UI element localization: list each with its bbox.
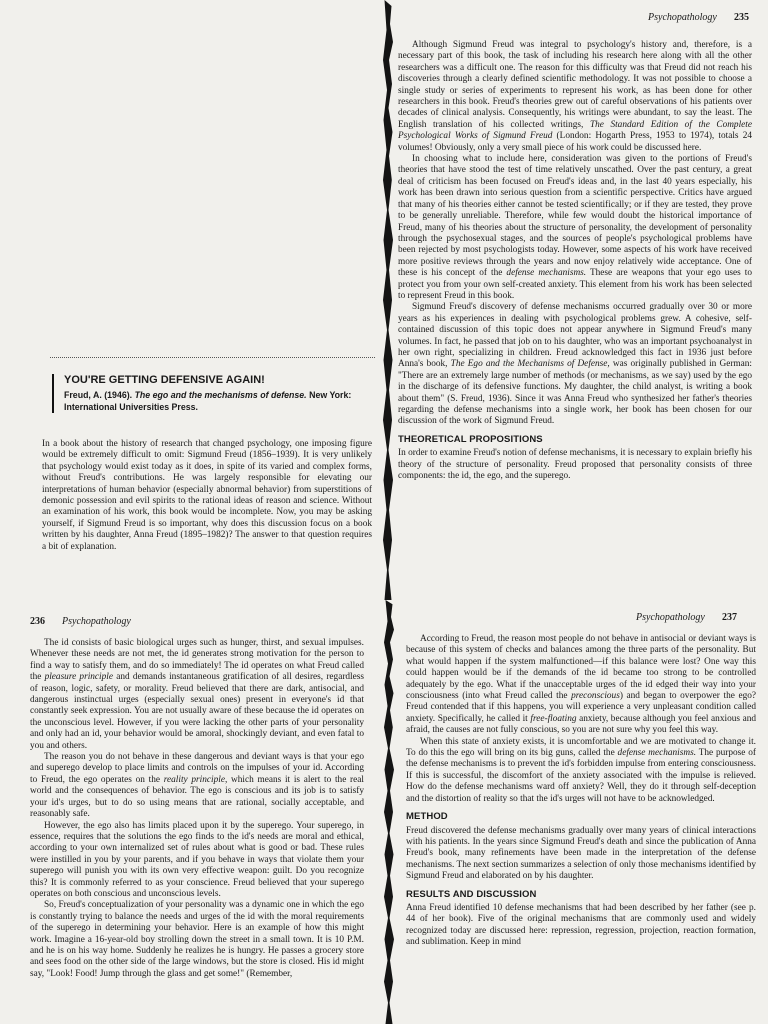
- paragraph: Anna Freud identified 10 defense mechanisms that had been described by her father (see p. 44 of her book). Five of the original mechanisms that are commonly used and widely recognized today are discussed here: repression, regression, projection, reaction formation, and sublimation. Keep in mind: [406, 902, 756, 948]
- paragraph: So, Freud's conceptualization of your personality was a dynamic one in which the ego is constantly trying to balance the needs and urges of the id with the moral requirements of the superego in determining your behavior. Here is an example of how this might work. Imagine a 16-year-old boy strolling down the street in a small town. It is 10 P.M. and he is on his way home. Suddenly he realizes he is hungry. He passes a grocery store and sees food on the other side of the large windows, but the store is closed. His id might say, "Look! Food! Jump through the glass and get some!" (Remember,: [30, 900, 364, 979]
- running-head: Psychopathology: [636, 612, 705, 623]
- book-binding-shadow: [383, 0, 393, 600]
- paragraph: In order to examine Freud's notion of defense mechanisms, it is necessary to explain briefly his theory of the structure of personality. Freud proposed that personality consists of three components: the id, the ego, and the superego.: [398, 448, 752, 482]
- page-236: [0, 600, 384, 1024]
- intro-column: [42, 439, 372, 553]
- running-head: Psychopathology: [62, 616, 131, 627]
- paragraph: According to Freud, the reason most people do not behave in antisocial or deviant ways is because of this system of checks and balances among the three parts of the personality. But what would happen if the system malfunctioned—if this balance were lost? One way this could happen would be if the demands of the id became too strong to be controlled adequately by the ego. What if the unacceptable urges of the id edged their way into your consciousness (into what Freud called the preconscious) and began to overpower the ego? Freud contended that if this happens, you will experience a very unpleasant condition called anxiety. Specifically, he called it free-floating anxiety, because although you feel anxious and afraid, the causes are not fully conscious, so you are not sure why you feel this way.: [406, 634, 757, 736]
- running-head: Psychopathology: [648, 12, 717, 23]
- paragraph: Sigmund Freud's discovery of defense mechanisms occurred gradually over 30 or more years as his experiences in dealing with psychological problems grew. A cohesive, self-contained discussion of this topic does not appear anywhere in Sigmund Freud's many volumes. In fact, he passed that job on to his daughter, who was an important psychoanalyst in her own right, specializing in children. Freud acknowledged this fact in 1936 just before Anna's book, The Ego and the Mechanisms of Defense, was originally published in German: "There are an extremely large number of methods (or mechanisms, as we say) used by the ego in the discharge of its defensive functions. My daughter, the child analyst, is writing a book about them" (S. Freud, 1936). Since it was Anna Freud who synthesized her father's theories regarding the defense mechanisms into a single work, her book has been chosen for our discussion of the work of Sigmund Freud.: [398, 302, 753, 427]
- citation-publisher: New York: International Universities Press.: [64, 390, 352, 412]
- paragraph: Freud discovered the defense mechanisms gradually over many years of clinical interactions with his patients. In the years since Sigmund Freud's death and since the publication of Anna Freud's book, many refinements have been made in the interpretation of the defense mechanisms. The next section summarizes a selection of only those mechanisms identified by Sigmund Freud and elaborated on by his daughter.: [406, 825, 756, 882]
- citation-author: Freud, A. (1946).: [64, 390, 135, 400]
- section-heading-results: RESULTS AND DISCUSSION: [406, 888, 537, 900]
- citation-title: The ego and the mechanisms of defense.: [134, 390, 307, 400]
- paragraph: However, the ego also has limits placed upon it by the superego. Your superego, in essence, requires that the solutions the ego finds to the id's needs are moral and ethical, according to your own internalized set of rules about what is good or bad. These rules were instilled in you by your parents, and if you behave in ways that violate them your superego will punish you with its own very effective weapon: guilt. Do you recognize this? It is commonly referred to as your conscience. Freud believed that your superego operates on both conscious and unconscious levels.: [30, 820, 364, 899]
- body-column: [30, 638, 364, 980]
- section-heading-theoretical: THEORETICAL PROPOSITIONS: [398, 433, 543, 445]
- body-column: [406, 634, 756, 949]
- chapter-citation: [64, 390, 374, 413]
- page-237: [384, 600, 768, 1024]
- page-number: 236: [30, 616, 45, 627]
- book-binding-shadow: [384, 600, 394, 1024]
- paragraph: The id consists of basic biological urges such as hunger, thirst, and sexual impulses. Whenever these needs are not met, the id generates strong motivation for the person to find a way to satisfy them, and do so immediately! The id operates on what Freud called the pleasure principle and demands instantaneous gratification of all desires, regardless of reason, logic, safety, or morality. Freud believed that there are dark, antisocial, and dangerous instinctual urges (especially sexual ones) present in everyone's id that constantly seek expression. You are not usually aware of these because the id operates on the unconscious level. However, if you were lacking the other parts of your personality and only had an id, your behavior would be amoral, shockingly deviant, and even fatal to you and others.: [30, 638, 365, 751]
- paragraph: The reason you do not behave in these dangerous and deviant ways is that your ego and superego develop to place limits and controls on the impulses of your id. According to Freud, the ego operates on the reality principle, which means it is alert to the real world and the consequences of behavior. The ego is conscious and its job is to satisfy your id's urges, but to do so using means that are rational, socially acceptable, and reasonably safe.: [30, 752, 364, 820]
- chapter-title-box: [52, 374, 374, 413]
- page-number: 237: [722, 612, 737, 623]
- intro-paragraph: In a book about the history of research that changed psychology, one imposing figure would be extremely difficult to omit: Sigmund Freud (1856–1939). It is very unlikely that psychology would exist today as it does, in spite of its varied and complex forms, without Freud's contributions. He was largely responsible for elevating our interpretations of human behavior (especially abnormal behavior) from superstitions of demonic possession and evil spirits to the rational ideas of reason and science. Without an examination of his work, this book would be incomplete. Now, you may be asking yourself, if Sigmund Freud is so important, why does this discussion focus on a book written by his daughter, Anna Freud (1895–1982)? The answer to that question requires a bit of explanation.: [42, 439, 372, 552]
- chapter-title: YOU'RE GETTING DEFENSIVE AGAIN!: [64, 374, 265, 386]
- paragraph: Although Sigmund Freud was integral to psychology's history and, therefore, is a necessary part of this book, the task of including his research here along with all the other researchers was a difficult one. The reason for this difficulty was that Freud did not reach his discoveries through a clearly defined scientific methodology. It was not possible to choose a single study or series of experiments to represent his work, as has been done for other researchers in this book. Freud's theories grew out of careful observations of his patients over decades of clinical analysis. Consequently, his writings were abundant, to say the least. The English translation of his collected writings, The Standard Edition of the Complete Psychological Works of Sigmund Freud (London: Hogarth Press, 1953 to 1974), totals 24 volumes! Obviously, only a very small piece of his work could be discussed here.: [398, 40, 753, 153]
- paragraph: When this state of anxiety exists, it is uncomfortable and we are motivated to change it. To do this the ego will bring on its big guns, called the defense mechanisms. The purpose of the defense mechanisms is to prevent the id's forbidden impulse from entering consciousness. If this is successful, the discomfort of the anxiety associated with the impulse is relieved. How do the defense mechanisms ward off anxiety? Well, they do it through self-deception and the distortion of reality so that the id's urges will not have to be acknowledged.: [406, 736, 757, 804]
- section-divider: [50, 357, 375, 358]
- page-number: 235: [734, 12, 749, 23]
- right-column: [398, 40, 752, 482]
- paragraph: In choosing what to include here, consideration was given to the portions of Freud's theories that have stood the test of time relatively unscathed. Over the past century, a great deal of criticism has been focused on Freud's ideas and, in the last 40 years especially, his work has been drawn into serious question from a scientific perspective. Critics have argued that many of his theories either cannot be tested scientifically; or if they are tested, they prove to be generally unreliable. Therefore, while few would doubt the historical importance of Freud, many of his theories about the structure of personality, the development of personality through the psychosexual stages, and the sources of people's psychological problems have been rejected by most psychologists today. However, some aspects of his work have received more positive reviews through the years and now enjoy relatively wide acceptance. One of these is his concept of the defense mechanisms. These are weapons that your ego uses to protect you from your own self-created anxiety. This element from his work has been selected to represent Freud in this book.: [398, 154, 752, 301]
- section-heading-method: METHOD: [406, 811, 448, 823]
